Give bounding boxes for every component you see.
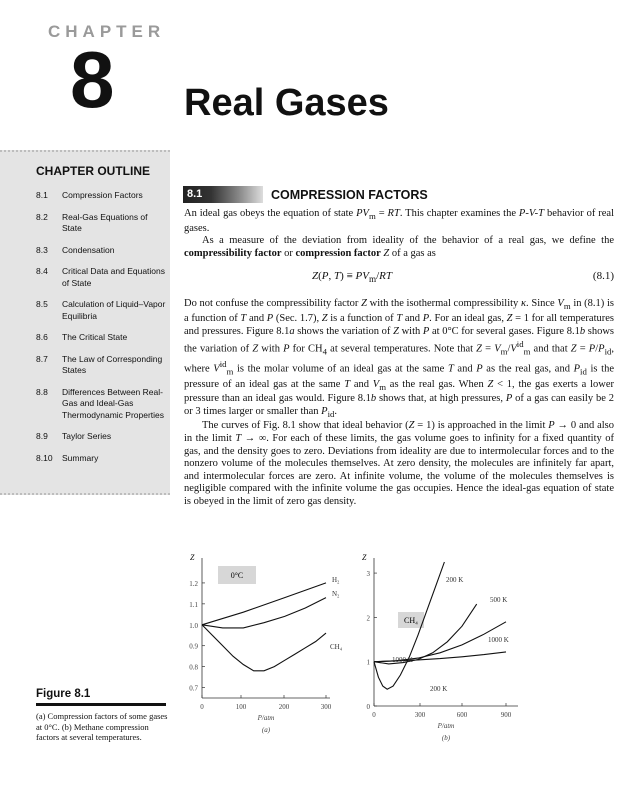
y-tick-label: 1.2 bbox=[189, 579, 198, 588]
outline-number: 8.5 bbox=[36, 299, 48, 309]
x-tick-label: 300 bbox=[320, 703, 332, 711]
y-tick-label: 3 bbox=[366, 570, 370, 579]
figure-8-1b-chart bbox=[358, 548, 528, 752]
paragraph: An ideal gas obeys the equation of state $PV_m$ = RT. This chapter examines the P-V-T behavior of real gases. bbox=[184, 208, 615, 234]
series-line-n2 bbox=[202, 598, 326, 628]
paragraph: The curves of Fig. 8.1 show that ideal behavior (Z = 1) is approached in the limit P → 0 and also in the limit T → ∞. For each of these limits, the gas volume goes to infinity for a fixed quantity of gas, and the density goes to zero. Deviations from ideality are due to intermolecular forces and to the nonzero volume of the molecules themselves. At zero density, the molecules are infinitely far apart, and intermolecular forces are zero. At infinite volume, the volume of the molecules themselves is negligible compared with the infinite volume the gas occupies. Hence the ideal-gas equation of state is obeyed in the limit of zero gas density. bbox=[184, 420, 614, 508]
paragraph: Do not confuse the compressibility factor Z with the isothermal compressibility κ. Since $V_m$ in (8.1) is a function of T and P (Sec. 1.7), Z is a function of T and P. For an ideal gas, Z = 1 for all temperatures and pressures. Figure 8.1a shows the variation of Z with P at 0°C for several gases. Figure 8.1b shows the variation of Z with P for $CH_4$ at several temperatures. Note that $Z = V_m/V^{id}_m$ and that $Z = P/P_{id}$, where $V^{id}_m$ is the molar volume of an ideal gas at the same T and P as the real gas, and $P_{id}$ is the pressure of an ideal gas at the same T and $V_m$ as the real gas. When Z < 1, the gas exerts a lower pressure than an ideal gas would. Figure 8.1b shows that, at high pressures, P of a gas can easily be 2 or 3 times larger or smaller than $P_{id}$. bbox=[184, 298, 615, 419]
outline-item[interactable] bbox=[36, 453, 168, 465]
section-number-badge: 8.1 bbox=[183, 186, 263, 203]
panel-label: (a) bbox=[261, 726, 271, 734]
chapter-number: 8 bbox=[70, 35, 115, 124]
series-label: 500 K bbox=[490, 596, 508, 604]
outline-item[interactable] bbox=[36, 387, 168, 422]
x-tick-label: 200 bbox=[278, 703, 290, 711]
outline-number: 8.8 bbox=[36, 386, 48, 397]
outline-label: Summary bbox=[62, 452, 99, 463]
outline-item[interactable] bbox=[36, 299, 168, 322]
y-tick-label: 2 bbox=[366, 614, 370, 623]
outline-number: 8.3 bbox=[36, 244, 48, 255]
legend-box-label: 0°C bbox=[230, 571, 244, 580]
body-text bbox=[184, 208, 614, 509]
series-line-mid bbox=[374, 604, 477, 664]
legend-box-label: CH₄ bbox=[404, 616, 418, 625]
y-tick-label: 1.0 bbox=[189, 621, 198, 630]
x-tick-label: 300 bbox=[414, 711, 426, 719]
series-label: N₂ bbox=[332, 590, 340, 598]
y-axis-label: Z bbox=[190, 553, 195, 562]
outline-label: Taylor Series bbox=[62, 431, 112, 441]
outline-item[interactable] bbox=[36, 212, 168, 235]
outline-number: 8.1 bbox=[36, 190, 48, 200]
x-axis-label: P/atm bbox=[257, 714, 275, 722]
y-axis-label: Z bbox=[362, 553, 367, 562]
outline-number: 8.6 bbox=[36, 332, 48, 342]
outline-label: Compression Factors bbox=[62, 190, 143, 200]
series-line-ch4 bbox=[202, 625, 326, 671]
y-tick-label: 0.7 bbox=[189, 684, 198, 693]
section-heading bbox=[183, 186, 428, 203]
chapter-outline-panel bbox=[0, 150, 170, 495]
panel-label: (b) bbox=[441, 734, 451, 742]
figure-rule bbox=[36, 703, 166, 706]
outline-number: 8.7 bbox=[36, 353, 48, 364]
outline-number: 8.9 bbox=[36, 431, 48, 441]
y-tick-label: 0.8 bbox=[189, 663, 198, 672]
x-axis-label: P/atm bbox=[437, 722, 455, 730]
outline-label: Real-Gas Equations of State bbox=[62, 211, 148, 233]
x-tick-label: 0 bbox=[200, 703, 204, 711]
x-tick-label: 600 bbox=[456, 711, 468, 719]
x-tick-label: 100 bbox=[235, 703, 247, 711]
series-label: H₂ bbox=[332, 576, 340, 584]
series-label: 1000 K bbox=[392, 656, 413, 664]
series-label: 1000 K bbox=[488, 636, 509, 644]
equation-number: (8.1) bbox=[592, 270, 614, 283]
outline-label: The Critical State bbox=[62, 332, 128, 342]
outline-list bbox=[36, 190, 168, 474]
outline-number: 8.2 bbox=[36, 211, 48, 222]
series-label: CH₄ bbox=[330, 643, 343, 651]
outline-label: Critical Data and Equations of State bbox=[62, 266, 166, 288]
outline-heading: CHAPTER OUTLINE bbox=[36, 164, 150, 178]
section-title: COMPRESSION FACTORS bbox=[271, 187, 428, 202]
outline-item[interactable] bbox=[36, 332, 168, 344]
series-line-h2 bbox=[202, 583, 326, 625]
chapter-title: Real Gases bbox=[184, 82, 389, 124]
y-tick-label: 0.9 bbox=[189, 642, 198, 651]
paragraph: As a measure of the deviation from ideality of the behavior of a real gas, we define the compressibility factor or compression factor Z of a gas as bbox=[184, 235, 614, 259]
chapter-label: CHAPTER bbox=[48, 22, 166, 41]
y-tick-label: 1.1 bbox=[189, 600, 198, 609]
outline-item[interactable] bbox=[36, 266, 168, 289]
figure-caption: (a) Compression factors of some gases at 0°C. (b) Methane compression factors at several temperatures. bbox=[36, 711, 168, 742]
outline-label: Condensation bbox=[62, 244, 115, 255]
y-tick-label: 1 bbox=[366, 658, 370, 667]
outline-item[interactable] bbox=[36, 354, 168, 377]
x-tick-label: 0 bbox=[372, 711, 376, 719]
x-tick-label: 900 bbox=[500, 711, 512, 719]
series-label: 200 K bbox=[430, 685, 448, 693]
outline-label: The Law of Corresponding States bbox=[62, 353, 163, 375]
y-tick-label: 0 bbox=[366, 703, 370, 711]
outline-number: 8.10 bbox=[36, 452, 53, 463]
outline-item[interactable] bbox=[36, 431, 168, 443]
figure-8-1a-chart bbox=[180, 548, 355, 752]
outline-item[interactable] bbox=[36, 245, 168, 257]
equation-body: Z(P, $T) \equiv PV_m/RT$ bbox=[312, 270, 393, 285]
figure-label: Figure 8.1 bbox=[36, 688, 91, 700]
outline-number: 8.4 bbox=[36, 266, 48, 276]
outline-item[interactable] bbox=[36, 190, 168, 202]
outline-label: Differences Between Real-Gas and Ideal-Gas Thermodynamic Properties bbox=[62, 386, 165, 420]
outline-label: Calculation of Liquid–Vapor Equilibria bbox=[62, 299, 166, 321]
equation-8-1 bbox=[184, 270, 614, 286]
series-label: 200 K bbox=[446, 576, 464, 584]
